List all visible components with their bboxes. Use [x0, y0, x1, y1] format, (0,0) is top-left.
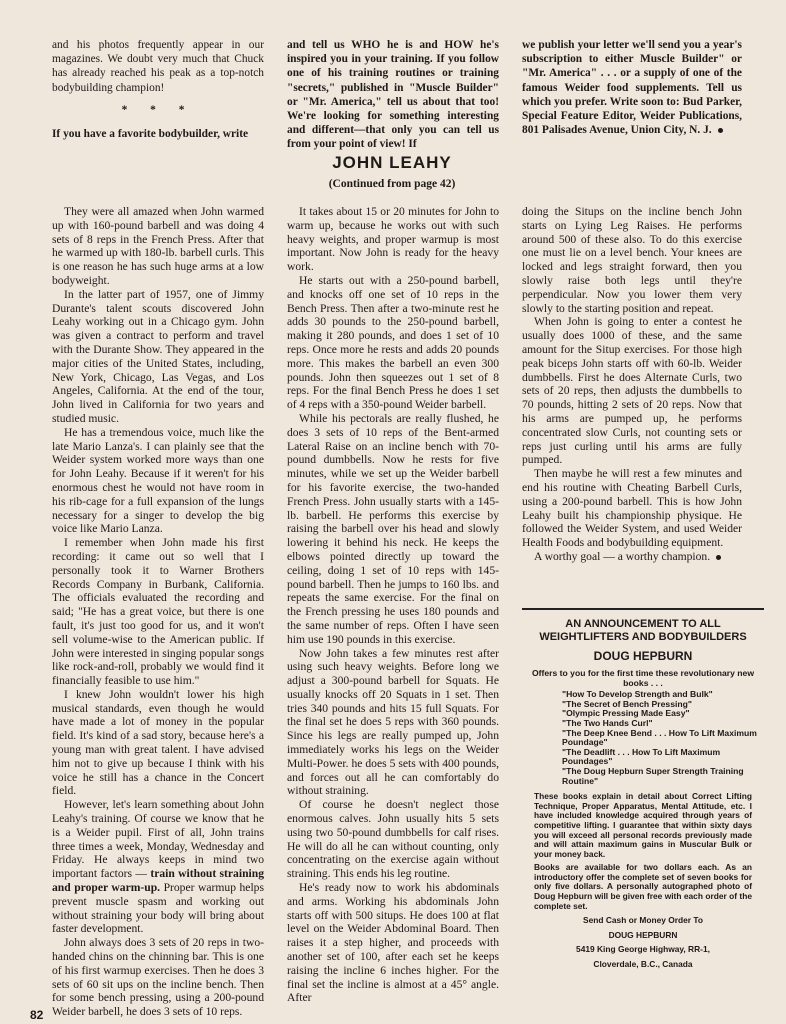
emphasis-text: train without straining and proper warm-up. [52, 867, 264, 895]
article-column-1 [52, 205, 264, 1019]
paragraph: He starts out with a 250-pound barbell, and knocks off one set of 10 reps in the Bench Press. Then after a two-minute rest he adds 30 pounds to the 250-pound barbell, making it 280 pounds, and does 1 set of 10 reps. Once more he rests and adds 20 pounds more. This makes the barbell an even 300 pounds. John then squeezes out 1 set of 8 reps. For the final Bench Press he does 1 set of 4 reps with a 350-pound Weider barbell. [287, 273, 499, 412]
ad-name: DOUG HEPBURN [593, 649, 693, 663]
paragraph: Now John takes a few minutes rest after using such heavy weights. Before long we adjust a 300-pound barbell for Squats. He usually knocks off 20 Squats in 1 set. Then tries 340 pounds and hits 15 full Squats. For the final set he does 5 reps with 360 pounds. Since his legs are really pumped up, John immediately works his legs on the Weider Multi-Power. he does 5 sets with 400 pounds, and forces out all he can comfortably do without straining. [287, 646, 499, 798]
top-column-2 [287, 38, 499, 152]
article-column-2 [287, 205, 499, 1005]
article-title: JOHN LEAHY [332, 153, 452, 172]
top-column-3 [522, 38, 742, 137]
ad-book-item: "The Doug Hepburn Super Strength Training Routine" [562, 765, 744, 786]
paragraph [522, 550, 742, 564]
ad-pricing-text: Books are available for two dollars each. As an introductory offer the complete set of seven books for only five dollars. A personally autographed photo of Doug Hepburn will be given free with each order of the complete set. [534, 862, 752, 911]
end-bullet [716, 555, 721, 560]
ad-offer: Offers to you for the first time these revolutionary new books . . . [531, 668, 755, 688]
ad-send-line: Send Cash or Money Order To [583, 915, 703, 926]
paragraph: While his pectorals are really flushed, he does 3 sets of 10 reps of the Bent-armed Lateral Raise on an incline bench with 70-pound dumbbells. Now he rests for five minutes, while we set up the Weider barbell for his favorite exercise, the two-handed French Press. John usually starts with a 145-lb. barbell. He performs this exercise by raising the barbell over his head and slowly lowering it behind his neck. He keeps the elbows pointed directly up toward the ceiling, doing 1 set of 10 reps with 145-pound barbell. Then he jumps to 160 lbs. and repeats the same exercise. For the final on the French pressing he uses 180 pounds and the same number of reps. Often I have seen him use 190 pounds in this exercise. [287, 411, 499, 646]
paragraph-text: A worthy goal — a worthy champion. [534, 549, 711, 563]
ad-send-name: DOUG HEPBURN [608, 929, 678, 940]
paragraph: He has a tremendous voice, much like the late Mario Lanza's. I can plainly see that the Weider system worked more ways than one for John Leahy. Because if it weren't for his enormous chest he would not have room in his rib-cage for a full expansion of the lungs necessary for a singer to develop the big voice like Mario Lanza. [52, 425, 264, 536]
doug-hepburn-ad [522, 608, 764, 969]
ad-send-city: Cloverdale, B.C., Canada [593, 958, 693, 969]
paragraph: It takes about 15 or 20 minutes for John to warm up, because he works out with such heavy weights, and proper warmup is most important. Now John is ready for the heavy work. [287, 205, 499, 274]
paragraph: I remember when John made his first recording: it came out so well that I personally took it to Warner Brothers Records Company in Burbank, California. The officials evaluated the recording and said; "He has a great voice, but there is one fault, it's just too good for us, and it won't sell volume-wise to the American public. If John were interested in singing popular songs like rock-and-roll, probably we would find it financially feasible to use him." [52, 536, 264, 688]
section-divider-stars: * * * [121, 103, 195, 116]
article-column-3 [522, 205, 742, 564]
paragraph-text-continued: Proper warmup helps prevent muscle spasm and working out without straining your body will bring about faster development. [52, 881, 264, 936]
ad-book-item: "The Deep Knee Bend . . . How To Lift Maximum Poundage" [562, 727, 757, 748]
article-continued-note: (Continued from page 42) [328, 178, 456, 190]
paragraph [52, 798, 264, 936]
top-col1-text: and his photos frequently appear in our magazines. We doubt very much that Chuck has already reached his peak as a top-notch bodybuilding champion! [52, 39, 264, 94]
top-col3-span: we publish your letter we'll send you a year's subscription to either Muscle Builder" or "Mr. America" . . . or a supply of one of the famous Weider food supplements. Tell us which you prefer. Write soon to: Bud Parker, Special Feature Editor, Weider Publications, 801 Palisades Avenue, Union City, N. J. [522, 39, 742, 137]
top-col2-text: and tell us WHO he is and HOW he's inspired you in your training. If you follow one of his training routines or training "secrets," published in "Muscle Builder" or "Mr. America," tell us about that too! We're looking for something interesting and different—that only you can tell us from your point of view! If [287, 39, 499, 151]
paragraph: I knew John wouldn't lower his high musical standards, even though he would have made a lot of money in the popular field. It's kind of a sad story, because here's a young man with great talent. I have advised him not to give up because I think with his voice he still has a chance in the Concert field. [52, 687, 264, 798]
top-column-1 [52, 38, 264, 141]
top-col3-text [522, 38, 742, 137]
ad-book-item: "The Two Hands Curl" [562, 717, 653, 728]
page-number: 82 [30, 1008, 44, 1022]
end-bullet [718, 128, 723, 133]
ad-book-item: "How To Develop Strength and Bulk" [562, 689, 713, 700]
paragraph: Then maybe he will rest a few minutes and end his routine with Cheating Barbell Curls, using a 200-pound barbell. This is how John Leahy built his championship physique. He followed the Weider System, and used Weider Health Foods and bodybuilding equipment. [522, 467, 742, 550]
ad-body-text: These books explain in detail about Correct Lifting Technique, Proper Apparatus, Mental Attitude, etc. I have included knowledge acquired through years of competitive lifting. I guarantee that within sixty days you will exceed all personal records previously made and will attain maximum gains in Muscular Bulk or your money back. [534, 791, 752, 859]
ad-book-item: "The Secret of Bench Pressing" [562, 698, 692, 709]
top-col1-prompt: If you have a favorite bodybuilder, write [52, 128, 249, 141]
ad-book-list [522, 690, 764, 786]
paragraph: When John is going to enter a contest he usually does 1000 of these, and the same amount for the Situp exercises. For those high peak biceps John starts off with 60-lb. Weider dumbbells. First he does Alternate Curls, two sets of 20 reps, then adjusts the dumbbells to 70 pounds, hitting 2 sets of 20 reps. Now that his arms are pumped up, he performs concentrated slow Curls, not counting sets or reps just curling until his arms are fully pumped. [522, 315, 742, 467]
ad-book-item: "The Deadlift . . . How To Lift Maximum Poundages" [562, 746, 721, 767]
paragraph: They were all amazed when John warmed up with 160-pound barbell and was doing 4 sets of 8 reps in the French Press. After that he warmed up with 180-lb. barbell curls. This is one reason he has such huge arms at a low bodyweight. [52, 205, 264, 287]
paragraph: doing the Situps on the incline bench John starts on Lying Leg Raises. He performs around 500 of these also. To do this exercise one must lie on a level bench. Your knees are locked and legs straight forward, then you slowly raise both legs until they're perpendicular. Now you lower them very slowly to the starting position and repeat. [522, 205, 742, 315]
paragraph: He's ready now to work his abdominals and arms. Working his abdominals John starts off with 500 situps. He does 100 at flat level on the Weider Abdominal Board. Then raises it a step higher, and proceeds with another set of 100, after each set he keeps raising the incline 6 inches higher. For the final set the incline is almost at a 45° angle. After [287, 881, 499, 1005]
paragraph: John always does 3 sets of 20 reps in two-handed chins on the chinning bar. This is one of his first warmup exercises. Then he does 3 sets of 60 sit ups on the incline bench. Then for some bench pressing, using a 200-pound Weider barbell, he does 3 sets of 10 reps. [52, 936, 264, 1019]
paragraph-text: However, let's learn something about John Leahy's training. Of course we know that he is a Weider pupil. First of all, John trains three times a week, Monday, Wednesday and Friday. He always keeps in mind two important factors — [52, 798, 264, 881]
ad-book-item: "Olympic Pressing Made Easy" [562, 708, 690, 719]
paragraph: In the latter part of 1957, one of Jimmy Durante's talent scouts discovered John Leahy working out in a Chicago gym. John was given a contract to perform and travel with the Durante Show. They appeared in the major cities of the United States, including, New York, Chicago, Las Vegas, and Los Angeles, California. At the end of the tour, John lived in California for two years and studied music. [52, 287, 264, 425]
paragraph: Of course he doesn't neglect those enormous calves. John usually hits 5 sets using two 50-pound dumbbells for calf rises. He will do all he can without counting, only concentrating on the exercise again without straining. This ends his leg routine. [287, 798, 499, 881]
ad-heading: AN ANNOUNCEMENT TO ALL WEIGHTLIFTERS AND BODYBUILDERS [539, 618, 747, 643]
ad-send-address: 5419 King George Highway, RR-1, [576, 944, 710, 955]
